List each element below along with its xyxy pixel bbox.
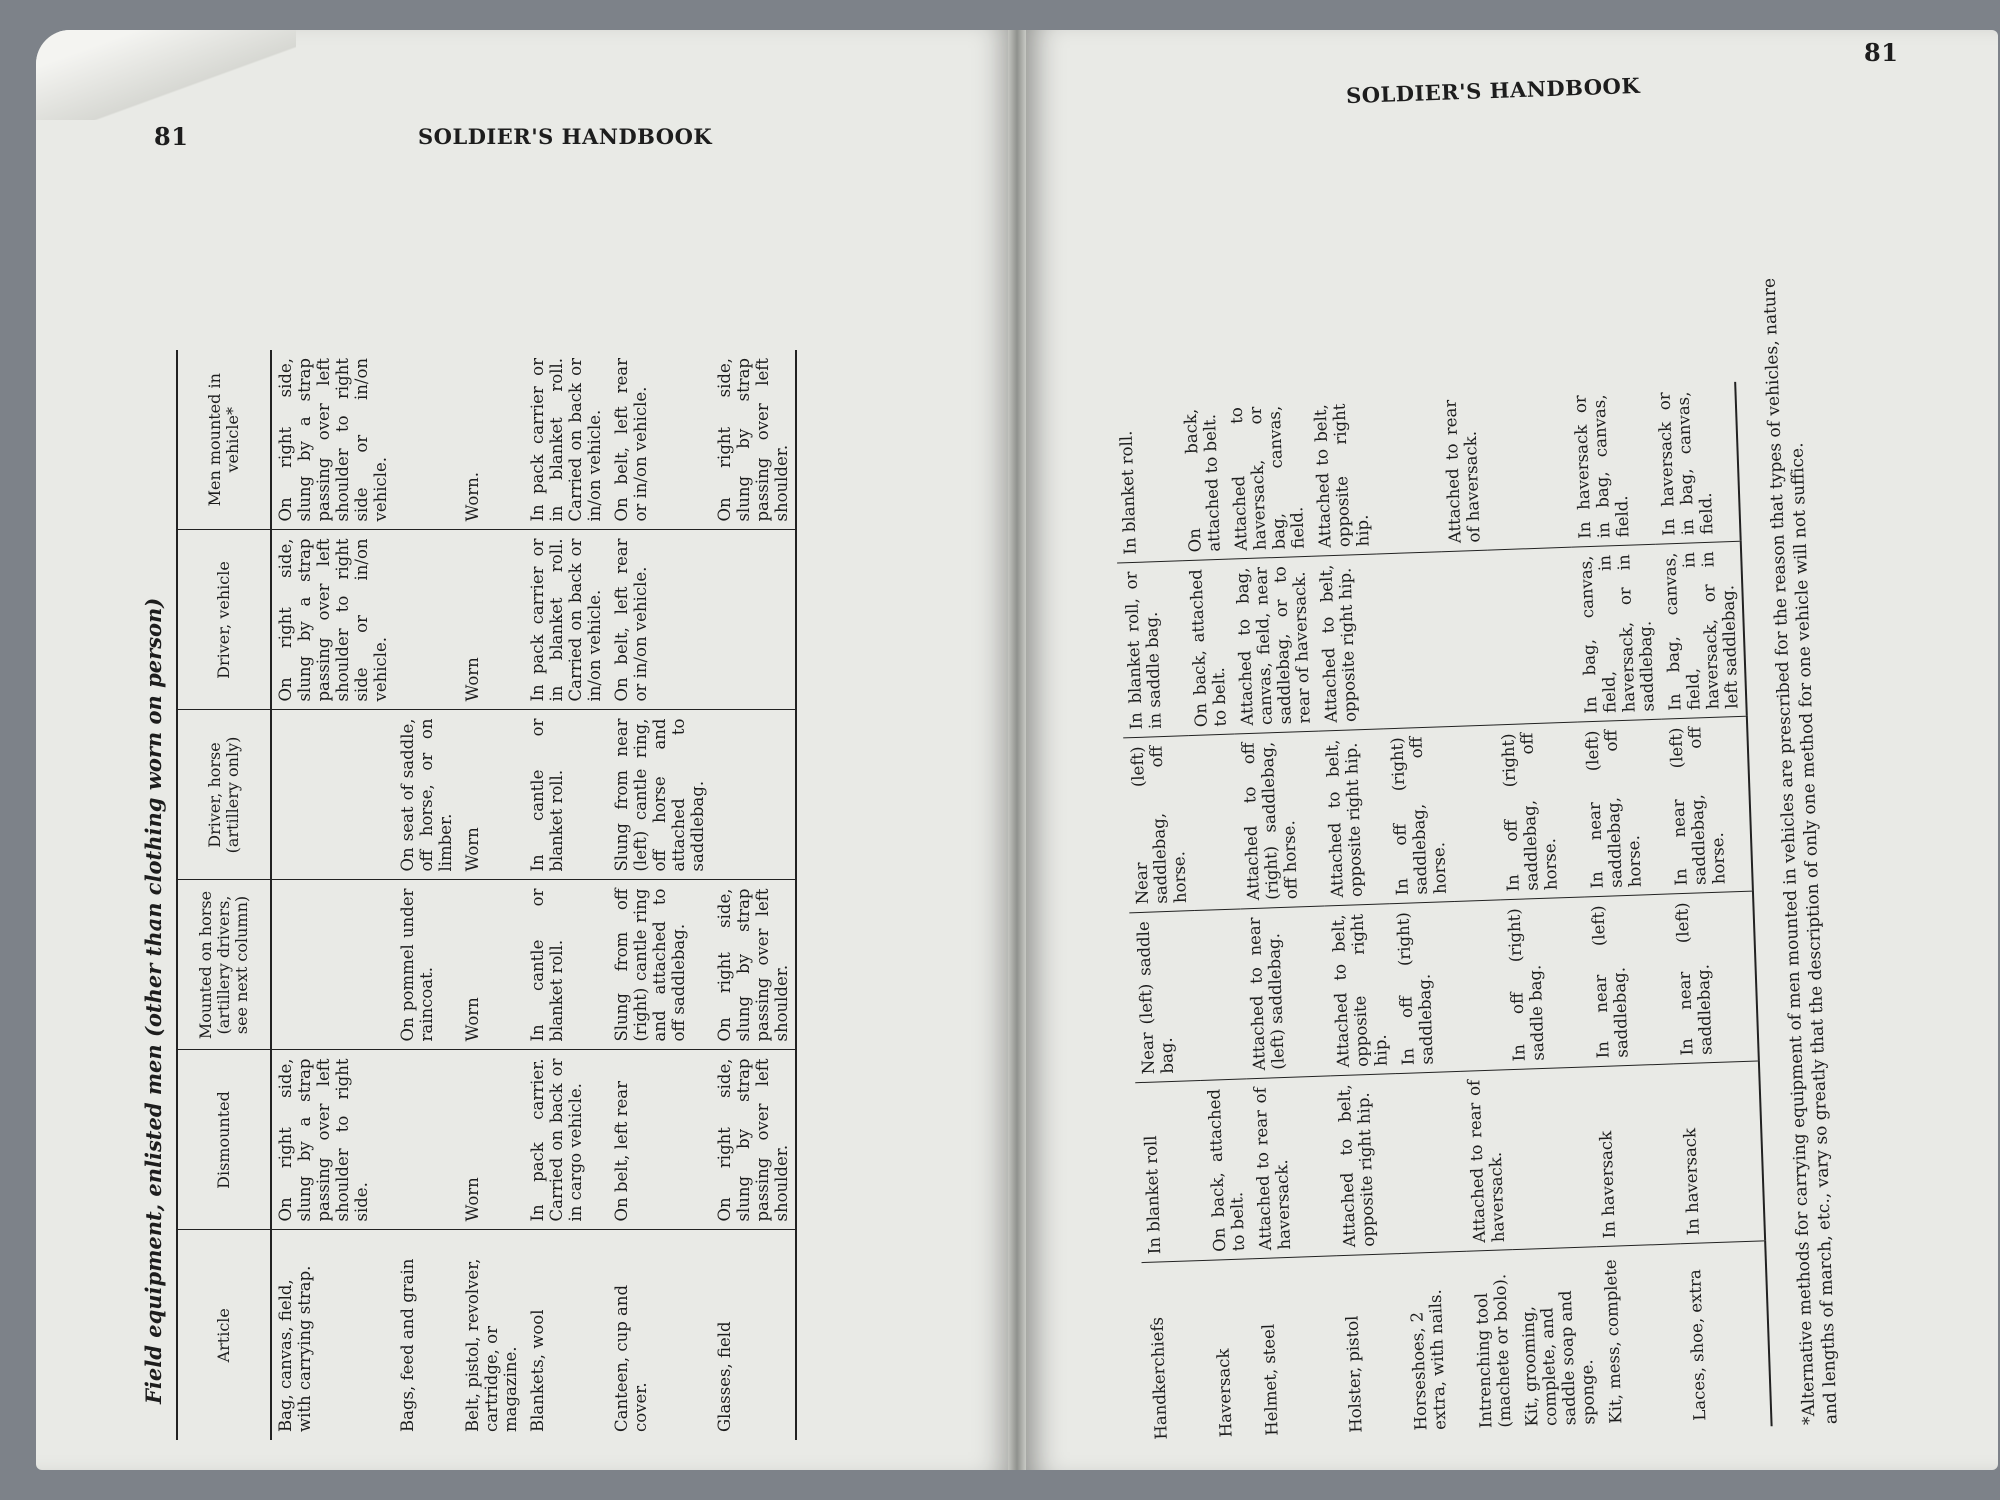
table-cell bbox=[1448, 725, 1500, 901]
table-cell: On right side, slung by strap passing over left shoulder. bbox=[711, 1050, 796, 1230]
left-rotated-content bbox=[134, 180, 797, 1440]
table-cell: On pommel under raincoat. bbox=[394, 880, 459, 1050]
table-cell bbox=[711, 710, 796, 880]
table-cell: Worn bbox=[459, 530, 524, 710]
table-cell: In bag, canvas, field, in haversack, or in saddlebag. bbox=[1572, 545, 1662, 723]
table-cell: On right side, slung by strap passing over left shoulder. bbox=[711, 350, 796, 530]
table-cell: Worn bbox=[459, 1050, 524, 1230]
table-cell bbox=[394, 350, 459, 530]
table-cell bbox=[1371, 392, 1442, 554]
table-cell: On seat of saddle, off horse, or on limber. bbox=[394, 710, 459, 880]
header-men-mounted-in-vehicle: Men mounted in vehicle* bbox=[177, 350, 271, 530]
table-cell: Attached to belt, opposite right hip. bbox=[1330, 1074, 1401, 1256]
table-cell: Canteen, cup and cover. bbox=[612, 1284, 650, 1432]
right-page-number: 81 bbox=[1864, 38, 1899, 67]
table-caption: Field equipment, enlisted men (other than clothing worn on person) bbox=[141, 597, 166, 1404]
table-cell: In blanket roll. bbox=[1112, 401, 1183, 563]
table-cell: In near (left) saddlebag. bbox=[1668, 892, 1759, 1065]
header-driver-horse: Driver, horse (artillery only) bbox=[177, 710, 271, 880]
table-cell: In pack carrier or in blanket roll. Carried on back or in/on vehicle. bbox=[524, 350, 608, 530]
table-cell: On belt, left rear or in/on vehicle. bbox=[608, 530, 711, 710]
table-cell: On belt, left rear bbox=[608, 1050, 711, 1230]
table-cell: In off (right) saddlebag, off horse. bbox=[1383, 727, 1454, 904]
table-cell: Slung from off (right) cantle ring and attached to off saddlebag. bbox=[608, 880, 711, 1050]
table-cell bbox=[1377, 552, 1448, 729]
table-cell: Bags, feed and grain bbox=[398, 1258, 417, 1432]
table-cell: In near (left) saddlebag, off horse. bbox=[1578, 720, 1668, 898]
table-cell: In pack carrier or in blanket roll. Carried on back or in/on vehicle. bbox=[524, 530, 608, 710]
table-cell: Near (left) saddlebag, off horse. bbox=[1123, 736, 1194, 913]
right-rotated-content bbox=[1107, 244, 1843, 1448]
table-cell: Attached to near (left) saddlebag. bbox=[1240, 907, 1330, 1080]
left-running-title: SOLDIER'S HANDBOOK bbox=[418, 124, 713, 149]
table-cell: Attached to belt, opposite right hip. bbox=[1306, 395, 1377, 557]
table-cell: In cantle or blanket roll. bbox=[524, 710, 608, 880]
table-cell bbox=[1482, 388, 1572, 551]
table-cell: On back, attached to belt. bbox=[1182, 560, 1234, 736]
table-cell: Horseshoes, 2 extra, with nails. bbox=[1407, 1288, 1450, 1431]
table-cell: Attached to off (right) saddlebag, off horse. bbox=[1234, 732, 1324, 910]
table-cell: Slung from near (left) cantle ring, off horse and attached to saddlebag. bbox=[608, 710, 711, 880]
table-cell bbox=[271, 710, 394, 880]
table-cell: In haversack or in bag, canvas, field. bbox=[1566, 385, 1656, 548]
header-dismounted: Dismounted bbox=[177, 1050, 271, 1230]
table-cell bbox=[271, 880, 394, 1050]
table-cell: Attached to rear of haversack. bbox=[1246, 1076, 1336, 1259]
equipment-table-part-1 bbox=[176, 350, 797, 1440]
table-cell: Intrenching tool (machete or bolo). bbox=[1471, 1273, 1515, 1429]
table-cell: Near (left) saddle bag. bbox=[1129, 911, 1200, 1083]
table-cell bbox=[1395, 1072, 1466, 1254]
table-cell: Handkerchiefs bbox=[1147, 1316, 1171, 1440]
table-cell bbox=[394, 1050, 459, 1230]
table-cell: Attached to belt, opposite right hip. bbox=[1324, 904, 1395, 1076]
table-cell: On right side, slung by a strap passing over left shoulder to right side. bbox=[271, 1050, 394, 1230]
table-row bbox=[711, 350, 796, 1440]
footnote: *Alternative methods for carrying equipment of men mounted in vehicles are prescribed for the reason that types of vehicles, nature and lengths of march, etc., vary so greatly that the description of only one method for one vehicle will not suffice. bbox=[1759, 277, 1842, 1426]
table-cell: In off (right) saddlebag, off horse. bbox=[1494, 723, 1584, 901]
table-cell: In off (right) saddlebag. bbox=[1389, 902, 1460, 1074]
table-cell: On back, attached to belt. bbox=[1176, 400, 1228, 562]
table-cell: Attached to haversack, or bag, canvas, field. bbox=[1222, 397, 1312, 560]
table-cell bbox=[1188, 735, 1240, 911]
page-corner-fold bbox=[36, 30, 296, 120]
header-article: Article bbox=[177, 1230, 271, 1440]
table-cell: Glasses, field bbox=[711, 1230, 796, 1440]
book-spine bbox=[1008, 30, 1026, 1470]
table-cell: In haversack bbox=[1674, 1061, 1765, 1244]
table-cell: Attached to rear of haversack. bbox=[1460, 1070, 1512, 1251]
table-cell: In haversack or in bag, canvas, field. bbox=[1650, 382, 1741, 545]
table-cell: Attached to rear of haversack. bbox=[1436, 391, 1488, 553]
table-cell: In near (left) saddlebag. bbox=[1584, 895, 1674, 1068]
table-cell: Kit, mess, complete bbox=[1600, 1259, 1626, 1424]
table-cell: On right side, slung by a strap passing over left shoulder to right side or in/on vehicle. bbox=[271, 530, 394, 710]
table-cell: Holster, pistol bbox=[1342, 1315, 1366, 1434]
table-cell: In haversack bbox=[1590, 1064, 1680, 1247]
table-cell: Attached to bag, canvas, field, near saddlebag, or to rear of haversack. bbox=[1228, 557, 1318, 735]
table-row bbox=[459, 350, 524, 1440]
table-cell: Laces, shoe, extra bbox=[1680, 1241, 1771, 1429]
table-cell bbox=[1454, 900, 1506, 1072]
table-cell: On right side, slung by strap passing over left shoulder. bbox=[711, 880, 796, 1050]
table-cell: Worn bbox=[459, 880, 524, 1050]
table-cell: Worn bbox=[459, 710, 524, 880]
table-cell: Worn. bbox=[459, 350, 524, 530]
table-cell bbox=[1442, 551, 1494, 727]
equipment-table-part-2 bbox=[1112, 382, 1773, 1448]
left-page bbox=[36, 30, 1008, 1470]
left-page-number: 81 bbox=[154, 122, 189, 151]
table-cell: Blankets, wool bbox=[528, 1309, 547, 1432]
table-cell: In blanket roll, or in saddle bag. bbox=[1117, 561, 1188, 738]
table-cell bbox=[1506, 1067, 1596, 1250]
right-running-title: SOLDIER'S HANDBOOK bbox=[1345, 72, 1641, 109]
header-driver-vehicle: Driver, vehicle bbox=[177, 530, 271, 710]
table-cell bbox=[394, 530, 459, 710]
table-cell: In off (right) saddle bag. bbox=[1500, 897, 1590, 1070]
table-cell: Haversack bbox=[1213, 1348, 1236, 1438]
table-cell: On back, attached to belt. bbox=[1200, 1079, 1252, 1260]
table-cell bbox=[711, 530, 796, 710]
table-header-row bbox=[177, 350, 271, 1440]
table-cell bbox=[1488, 548, 1578, 726]
table-cell: In pack carrier. Carried on back or in cargo vehicle. bbox=[524, 1050, 608, 1230]
table-row bbox=[524, 350, 608, 1440]
table-cell: In bag, canvas, field, in haversack, or in left saddlebag. bbox=[1656, 542, 1747, 720]
table-cell: Bag, canvas, field, with carrying strap. bbox=[276, 1265, 314, 1432]
table-row bbox=[271, 350, 394, 1440]
table-cell bbox=[1194, 909, 1246, 1081]
table-cell: On right side, slung by a strap passing over left shoulder to right side or in/on vehicle. bbox=[271, 350, 394, 530]
table-cell: Helmet, steel bbox=[1258, 1323, 1282, 1436]
header-mounted-on-horse: Mounted on horse (artillery drivers, see next column) bbox=[177, 880, 271, 1050]
table-row bbox=[394, 350, 459, 1440]
table-cell: On belt, left rear or in/on vehicle. bbox=[608, 350, 711, 530]
table-cell: In near (left) saddlebag, off horse. bbox=[1662, 717, 1753, 895]
table-cell: In cantle or blanket roll. bbox=[524, 880, 608, 1050]
right-page bbox=[1026, 30, 1998, 1470]
table-cell: Attached to belt, opposite right hip. bbox=[1312, 554, 1383, 731]
table-cell: Belt, pistol, revolver, cartridge, or magazine. bbox=[463, 1258, 520, 1432]
table-row bbox=[608, 350, 711, 1440]
table-cell: Kit, grooming, complete, and saddle soap and sponge. bbox=[1518, 1290, 1599, 1427]
table-cell: Attached to belt, opposite right hip. bbox=[1318, 729, 1389, 906]
table-cell: In blanket roll bbox=[1135, 1081, 1206, 1263]
